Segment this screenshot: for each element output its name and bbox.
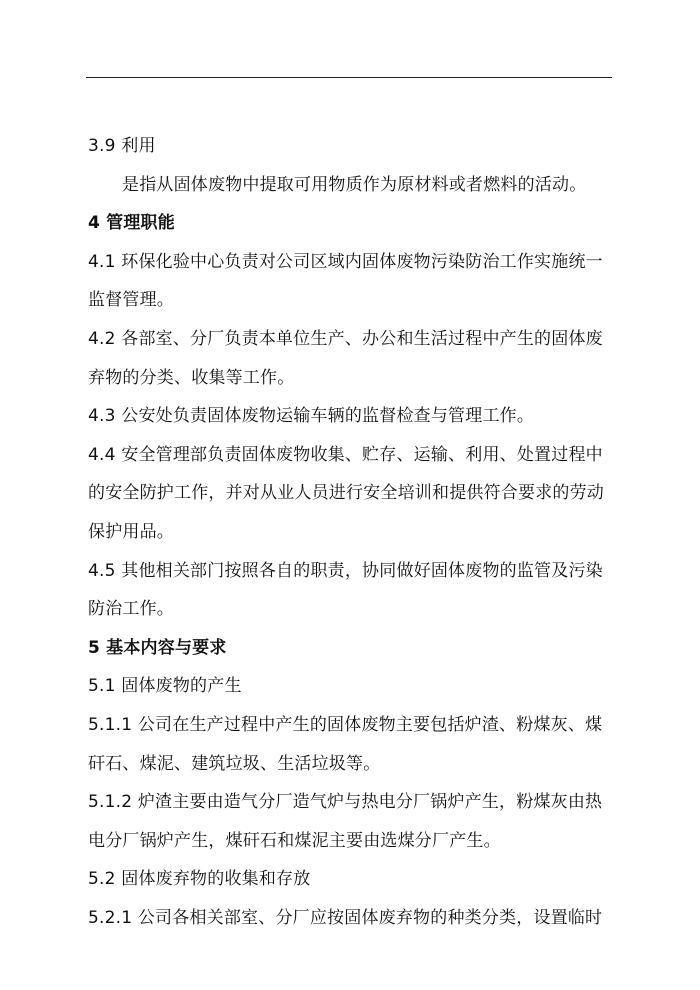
subsection-5-2-heading: 5.2 固体废弃物的收集和存放 — [88, 869, 311, 890]
paragraph-5-1-2-line-1: 5.1.2 炉渣主要由造气分厂造气炉与热电分厂锅炉产生，粉煤灰由热 — [88, 792, 603, 813]
subsection-5-1-heading: 5.1 固体废物的产生 — [88, 676, 242, 697]
paragraph-4-4-line-1: 4.4 安全管理部负责固体废物收集、贮存、运输、利用、处置过程中 — [88, 444, 603, 465]
document-body — [88, 127, 612, 937]
paragraph-5-1-1-line-1: 5.1.1 公司在生产过程中产生的固体废物主要包括炉渣、粉煤灰、煤 — [88, 714, 603, 735]
paragraph-4-1-line-1: 4.1 环保化验中心负责对公司区域内固体废物污染防治工作实施统一 — [88, 251, 603, 272]
paragraph-4-4-line-3: 保护用品。 — [88, 521, 174, 542]
paragraph-4-2-line-1: 4.2 各部室、分厂负责本单位生产、办公和生活过程中产生的固体废 — [88, 328, 603, 349]
paragraph-4-3: 4.3 公安处负责固体废物运输车辆的监督检查与管理工作。 — [88, 406, 535, 427]
header-rule — [86, 77, 612, 78]
definition-paragraph: 是指从固体废物中提取可用物质作为原材料或者燃料的活动。 — [122, 174, 587, 195]
paragraph-4-5-line-2: 防治工作。 — [88, 599, 174, 620]
paragraph-4-2-line-2: 弃物的分类、收集等工作。 — [88, 367, 295, 388]
paragraph-5-1-1-line-2: 矸石、煤泥、建筑垃圾、生活垃圾等。 — [88, 753, 381, 774]
paragraph-4-5-line-1: 4.5 其他相关部门按照各自的职责，协同做好固体废物的监管及污染 — [88, 560, 603, 581]
paragraph-5-1-2-line-2: 电分厂锅炉产生，煤矸石和煤泥主要由选煤分厂产生。 — [88, 830, 501, 851]
paragraph-5-2-1-line-1: 5.2.1 公司各相关部室、分厂应按固体废弃物的种类分类，设置临时 — [88, 907, 603, 928]
section-5-heading: 5 基本内容与要求 — [88, 637, 227, 658]
paragraph-4-4-line-2: 的安全防护工作，并对从业人员进行安全培训和提供符合要求的劳动 — [88, 483, 604, 504]
section-3-9-heading: 3.9 利用 — [88, 136, 156, 156]
section-4-heading: 4 管理职能 — [88, 213, 175, 234]
paragraph-4-1-line-2: 监督管理。 — [88, 290, 174, 311]
